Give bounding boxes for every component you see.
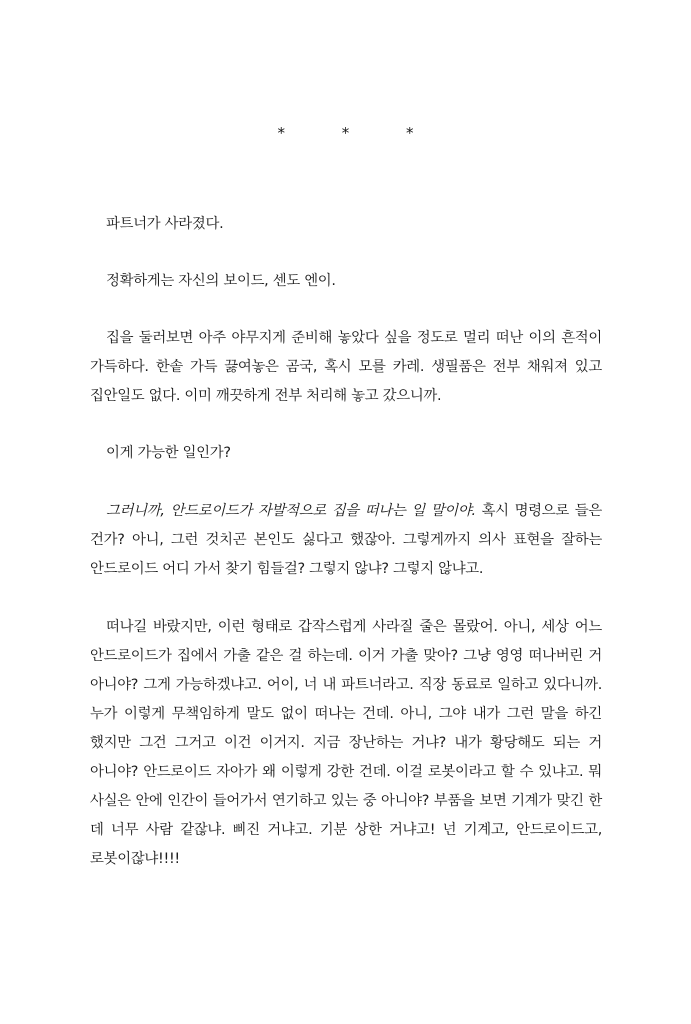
paragraph-4: 이게 가능한 일인가? xyxy=(106,445,231,461)
paragraph-6: 떠나길 바랐지만, 이런 형태로 갑작스럽게 사라질 줄은 몰랐어. 아니, 세상 어느 안드로이드가 집에서 가출 같은 걸 하는데. 이거 가출 맞아? 그냥 영영 떠나버린 거 아니야? 그게 가능하겠냐고. 어이, 너 내 파트너라고. 직장 동료로 일하고 있다니까. 누가 이렇게 무책임하게 말도 없이 떠나는 건데. 아니, 그야 내가 그런 말을 하긴 했지만 그건 그거고 이건 이거지. 지금 장난하는 거냐? 내가 황당해도 되는 거 아니야? 안드로이드 자아가 왜 이렇게 강한 건데. 이걸 로봇이라고 할 수 있냐고. 뭐 사실은 안에 인간이 들어가서 연기하고 있는 중 아니야? 부품을 보면 기계가 맞긴 한 데 너무 사람 같잖냐. 삐진 거냐고. 기분 상한 거냐고! 넌 기계고, 안드로이드고, 로봇이잖냐!!!! xyxy=(90,619,602,867)
body-text xyxy=(90,210,602,903)
paragraph-5-rest: 혹시 명령으로 들은 건가? 아니, 그런 것치곤 본인도 싫다고 했잖아. 그렇게까지 의사 표현을 잘하는 안드로이드 어디 가서 찾기 힘들걸? 그렇지 않냐? 그렇지 않냐고. xyxy=(90,503,602,577)
paragraph-2: 정확하게는 자신의 보이드, 센도 엔이. xyxy=(106,273,336,289)
paragraph-3: 집을 둘러보면 아주 야무지게 준비해 놓았다 싶을 정도로 멀리 떠난 이의 흔적이 가득하다. 한솥 가득 끓여놓은 곰국, 혹시 모를 카레. 생필품은 전부 채워져 있고 집안일도 없다. 이미 깨끗하게 전부 처리해 놓고 갔으니까. xyxy=(90,330,602,404)
paragraph-5-italic: 그러니까, 안드로이드가 자발적으로 집을 떠나는 일 말이야. xyxy=(106,503,476,519)
paragraph-1: 파트너가 사라졌다. xyxy=(106,216,224,232)
section-separator: * * * xyxy=(277,124,440,142)
paragraph-5 xyxy=(90,497,602,584)
